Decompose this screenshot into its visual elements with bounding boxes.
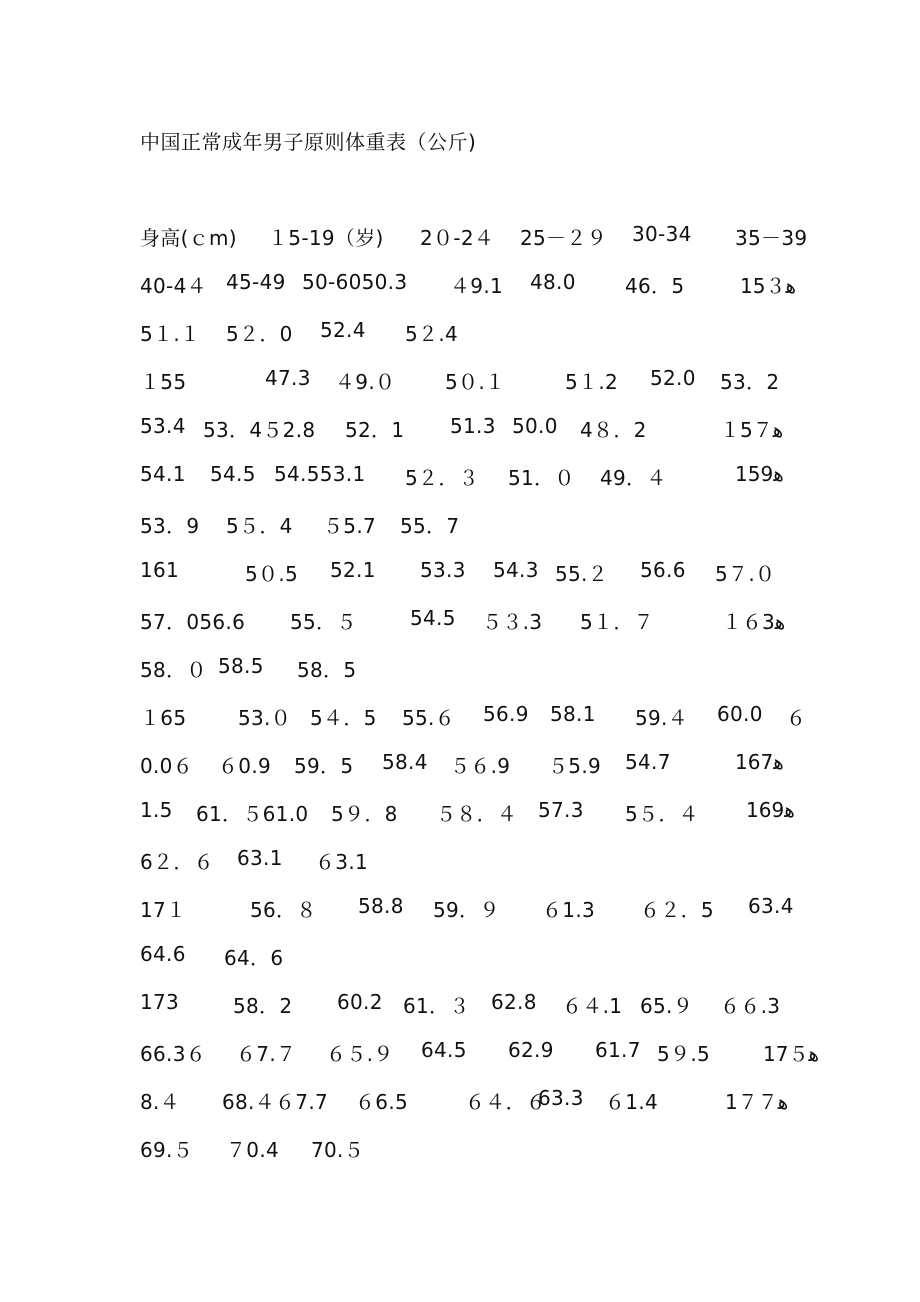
table-value: 5１．７ [580, 610, 654, 634]
table-value: 1.5 [140, 798, 173, 822]
table-value: 61.7 [595, 1038, 641, 1062]
table-value: １5-19（岁) [268, 226, 384, 250]
table-value: 57.3 [538, 798, 584, 822]
table-value: ４9.０ [335, 370, 396, 394]
table-value: 68.４６7.7 [222, 1090, 329, 1114]
table-value: 60.2 [337, 990, 383, 1014]
table-value: 52．1 [345, 418, 405, 442]
table-value: 49．４ [600, 466, 667, 490]
table-value: 58.5 [218, 654, 264, 678]
table-value: 50-6050.3 [302, 270, 408, 294]
table-value: 161 [140, 558, 180, 582]
table-value: 5２．３ [405, 466, 479, 490]
table-value: 50.0 [512, 414, 558, 438]
table-value: ５5.7 [323, 514, 377, 538]
table-value: 35－39 [735, 226, 808, 250]
table-value: ６3.1 [315, 850, 369, 874]
table-value: 5１.１ [140, 322, 201, 346]
table-value: 5５．4 [226, 514, 293, 538]
table-value: 64.5 [421, 1038, 467, 1062]
table-value: ６1.3 [542, 898, 596, 922]
table-value: 58.1 [550, 702, 596, 726]
table-value: １65 [140, 706, 187, 730]
table-value: 56.9 [483, 702, 529, 726]
table-value: 53．9 [140, 514, 200, 538]
table-value: 身高(ｃm) [140, 226, 237, 250]
table-value: 51．０ [508, 466, 575, 490]
table-value: ５６.9 [450, 754, 511, 778]
table-value: ６４.1 [562, 994, 623, 1018]
table-value: 62.9 [508, 1038, 554, 1062]
table-value: 57．056.6 [140, 610, 246, 634]
table-value: ６４．６ [465, 1090, 547, 1114]
table-value: 52.0 [650, 366, 696, 390]
table-value: 5２．0 [226, 322, 293, 346]
table-value: 58．2 [233, 994, 293, 1018]
table-value: 61．５61.0 [196, 802, 309, 826]
table-value: 17５ﻫ [763, 1042, 819, 1066]
table-value: 5０.5 [245, 562, 299, 586]
page-title: 中国正常成年男子原则体重表（公斤) [140, 130, 477, 154]
table-value: 48.0 [530, 270, 576, 294]
table-value: 54.553.1 [274, 462, 366, 486]
table-value: 70.５ [311, 1138, 365, 1162]
table-value: 167ﻫ [735, 750, 784, 774]
table-value: 64.6 [140, 942, 186, 966]
table-value: 159ﻫ [735, 462, 784, 486]
table-value: 2０-2４ [420, 226, 495, 250]
table-value: ５８．４ [436, 802, 518, 826]
table-value: １６3ﻫ [722, 610, 786, 634]
table-value: 59．5 [294, 754, 354, 778]
table-value: ６２．5 [640, 898, 714, 922]
table-value: 53．4５2.8 [203, 418, 316, 442]
table-value: 58.8 [358, 894, 404, 918]
table-value: ７0.4 [226, 1138, 280, 1162]
table-value: 45-49 [226, 270, 286, 294]
table-value: 5４．5 [310, 706, 377, 730]
table-value: 169ﻫ [746, 798, 795, 822]
table-value: 54.5 [410, 606, 456, 630]
table-value: 58．０ [140, 658, 207, 682]
table-value: 54.5 [210, 462, 256, 486]
table-value: ６7.７ [236, 1042, 297, 1066]
table-value: 53.3 [420, 558, 466, 582]
table-value: 63.3 [538, 1086, 584, 1110]
table-value: ６５.９ [326, 1042, 394, 1066]
table-value: 6２．６ [140, 850, 214, 874]
table-value: 47.3 [265, 366, 311, 390]
table-value: 5７.０ [715, 562, 776, 586]
table-value: ４9.1 [450, 274, 504, 298]
table-value: 54.3 [493, 558, 539, 582]
table-value: ５３.3 [482, 610, 543, 634]
table-value: 173 [140, 990, 180, 1014]
table-value: ６ [786, 706, 807, 730]
table-value: 53.4 [140, 414, 186, 438]
table-value: 54.7 [625, 750, 671, 774]
table-value: 8.４ [140, 1090, 180, 1114]
table-value: 4８．2 [580, 418, 647, 442]
table-value: １5７ﻫ [720, 418, 784, 442]
table-value: 5５．４ [625, 802, 699, 826]
table-value: ６６.3 [720, 994, 781, 1018]
table-value: 63.4 [748, 894, 794, 918]
table-value: 5９．8 [331, 802, 398, 826]
table-value: 55．7 [400, 514, 460, 538]
table-value: 55.６ [402, 706, 456, 730]
table-value: 69.５ [140, 1138, 194, 1162]
table-value: １55 [140, 370, 187, 394]
table-value: 63.1 [237, 846, 283, 870]
table-value: 53.０ [238, 706, 292, 730]
table-value: 15３ﻫ [740, 274, 796, 298]
table-value: 5９.5 [657, 1042, 711, 1066]
table-value: ６1.4 [605, 1090, 659, 1114]
table-value: 58．5 [297, 658, 357, 682]
table-value: 30-34 [632, 222, 692, 246]
table-value: 55.２ [555, 562, 609, 586]
table-value: 60.0 [717, 702, 763, 726]
table-value: 61．３ [403, 994, 470, 1018]
table-value: 40-4４ [140, 274, 207, 298]
table-value: 5１.2 [565, 370, 619, 394]
table-value: 52.1 [330, 558, 376, 582]
table-value: ５5.9 [548, 754, 602, 778]
table-value: 5２.4 [405, 322, 459, 346]
table-value: 59.４ [635, 706, 689, 730]
table-value: 64．6 [224, 946, 284, 970]
table-value: ６6.5 [355, 1090, 409, 1114]
table-value: 56.6 [640, 558, 686, 582]
table-value: 1７７ﻫ [725, 1090, 789, 1114]
table-value: 5０.１ [445, 370, 506, 394]
table-value: 55．５ [290, 610, 357, 634]
table-value: 17１ [140, 898, 187, 922]
table-value: 25－２９ [520, 226, 607, 250]
table-value: 51.3 [450, 414, 496, 438]
table-value: 54.1 [140, 462, 186, 486]
table-value: 58.4 [382, 750, 428, 774]
table-value: 62.8 [491, 990, 537, 1014]
table-value: 53．2 [720, 370, 780, 394]
table-value: 66.3６ [140, 1042, 207, 1066]
table-value: 0.0６ [140, 754, 194, 778]
table-value: 65.９ [640, 994, 694, 1018]
table-value: ６0.9 [218, 754, 272, 778]
table-value: 46．5 [625, 274, 685, 298]
table-value: 59．９ [433, 898, 500, 922]
table-value: 56．８ [250, 898, 317, 922]
table-value: 52.4 [320, 318, 366, 342]
